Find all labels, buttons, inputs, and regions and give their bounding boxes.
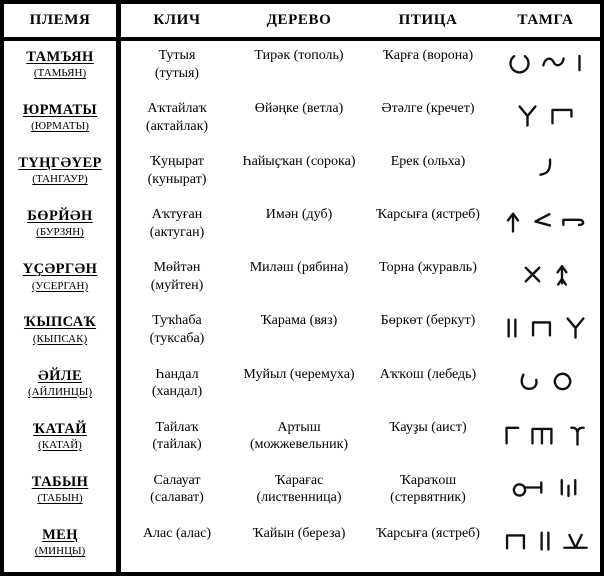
tree-cell: Ҡарама (вяз): [260, 313, 338, 329]
cry-text: Салауат: [153, 472, 201, 488]
tamga-up-arrow-icon: [503, 208, 523, 235]
cry-cell: [121, 253, 233, 306]
tamga-circle-icon: [550, 368, 575, 395]
cry-text: Мөйтән: [153, 260, 201, 276]
column-header-tribe: ПЛЕМЯ: [29, 12, 91, 28]
tamga-corner-hook-icon: [548, 102, 577, 129]
tribe-alt-name: (БУРЗЯН): [36, 226, 84, 239]
tribe-cell: [4, 413, 116, 466]
cry-text: Тутыя: [158, 48, 196, 63]
bird-cell: Ерек (ольха): [390, 154, 466, 170]
tamga-cell: [491, 200, 600, 253]
tribe-cell: [4, 41, 116, 94]
tribe-name: МЕҢ: [42, 526, 78, 543]
cry-alt-text: (кунырат): [147, 171, 207, 187]
cry-cell: [121, 200, 233, 253]
tribe-alt-name: (УСЕРГАН): [31, 279, 89, 292]
tamga-arrow-feet-icon: [552, 261, 572, 288]
tamga-pi-leg-icon: [528, 421, 557, 448]
tamga-cell: [491, 41, 600, 94]
tamga-open-circle-icon: [506, 49, 533, 76]
tribe-cell: [4, 466, 116, 519]
tribe-name: ҠЫПСАҠ: [23, 314, 97, 331]
tamga-j-hook-icon: [534, 155, 557, 182]
bird-cell: Ҡарсыға (ястреб): [376, 207, 480, 223]
tamga-cell: [491, 306, 600, 359]
tamga-v-base-icon: [561, 527, 590, 554]
tribe-name: ӘЙЛЕ: [37, 367, 83, 384]
cry-text: Ҡуңырат: [150, 154, 204, 170]
tribe-name: ҮҪӘРГӘН: [22, 261, 98, 278]
tree-cell: Муйыл (черемуха): [243, 366, 355, 382]
cry-cell: [121, 413, 233, 466]
tamga-gamma-icon: [501, 421, 521, 448]
tribe-cell: [4, 519, 116, 572]
bird-cell: Ҡарға (ворона): [382, 48, 474, 63]
tamga-cell: [491, 360, 600, 413]
cry-cell: [121, 466, 233, 519]
tree-cell: Өйәңке (ветла): [254, 101, 344, 117]
tribe-name: БӨРЙӘН: [27, 208, 93, 225]
tamga-cell: [491, 253, 600, 306]
tribe-name: ТАБЫН: [31, 473, 89, 490]
cry-text: Һандал: [155, 366, 199, 382]
tamga-cross-icon: [520, 261, 545, 288]
tree-cell: Ҡайын (береза): [252, 525, 346, 541]
tamga-upsilon-icon: [564, 421, 591, 448]
column-header-bird: ПТИЦА: [398, 12, 458, 28]
tamga-wave-hook-icon: [560, 208, 589, 235]
tree-cell: Имән (дуб): [265, 207, 333, 223]
cry-cell: [121, 147, 233, 200]
table-header-row: [4, 4, 600, 37]
tribe-cell: [4, 306, 116, 359]
cry-alt-text: (салават): [150, 490, 204, 506]
bird-cell: Әтәлге (кречет): [381, 101, 475, 117]
tamga-circle-line-icon: [510, 474, 548, 501]
tamga-bars-iii-icon: [555, 474, 582, 501]
tribe-alt-name: (АЙЛИНЦЫ): [27, 385, 93, 398]
tree-cell: Миләш (рябина): [249, 260, 349, 276]
bird-cell: Бөркөт (беркут): [380, 313, 476, 329]
table-body: [4, 41, 600, 572]
cry-text: Аҡтуған: [151, 207, 203, 223]
cry-alt-text: (хандал): [151, 384, 203, 400]
tribe-alt-name: (ЮРМАТЫ): [31, 120, 89, 133]
bird-cell: Аҡҡош (лебедь): [379, 366, 477, 382]
tamga-double-bar-icon: [503, 314, 521, 341]
tribe-alt-name: (ТАНГАУР): [32, 173, 88, 186]
tamga-y-fork-icon: [562, 314, 589, 341]
tribe-name: ЮРМАТЫ: [22, 102, 98, 119]
cry-alt-text: (тутыя): [154, 65, 200, 81]
cry-cell: [121, 519, 233, 572]
tribe-cell: [4, 147, 116, 200]
tribe-alt-name: (КЫПСАК): [32, 332, 88, 345]
tamga-lazy-s-icon: [540, 49, 567, 76]
tribe-cell: [4, 253, 116, 306]
cry-cell: [121, 306, 233, 359]
tribe-cell: [4, 94, 116, 147]
tamga-short-bar-icon: [574, 49, 585, 76]
tamga-double-bar-icon: [536, 527, 554, 554]
tribe-name: ТАМЪЯН: [26, 49, 94, 65]
cry-alt-text: (актайлак): [145, 118, 209, 134]
cry-text: Алас (алас): [142, 525, 212, 541]
tree-cell: Һайыҫҡан (сорока): [242, 154, 356, 170]
cry-alt-text: (тайлак): [152, 437, 202, 453]
bird-cell: Торна (журавль): [379, 260, 477, 276]
tribe-name: ҠАТАЙ: [33, 420, 87, 437]
bird-cell: Ҡауҙы (аист): [389, 419, 467, 435]
tribe-cell: [4, 360, 116, 413]
tree-cell: Артыш (можжевельник): [249, 419, 349, 453]
cry-alt-text: (муйтен): [150, 277, 204, 293]
tamga-cell: [491, 519, 600, 572]
cry-cell: [121, 41, 233, 94]
column-header-cry: КЛИЧ: [153, 12, 201, 28]
cry-text: Тайлаҡ: [155, 419, 199, 435]
tribe-alt-name: (ТАМЬЯН): [33, 67, 87, 80]
tribe-alt-name: (МИНЦЫ): [34, 545, 86, 558]
tamga-cell: [491, 413, 600, 466]
column-header-tree: ДЕРЕВО: [266, 12, 332, 28]
tamga-open-cup-icon: [516, 368, 543, 395]
cry-text: Туҡһаба: [152, 313, 202, 329]
tree-cell: Тирәк (тополь): [254, 48, 344, 63]
tribe-alt-name: (ТАБЫН): [37, 491, 83, 504]
bird-cell: Ҡарсыға (ястреб): [376, 525, 480, 541]
cry-alt-text: (туксаба): [149, 330, 205, 346]
cry-cell: [121, 360, 233, 413]
tamga-square-cap-icon: [502, 527, 529, 554]
tribe-name: ТҮҢГӘҮЕР: [18, 155, 102, 172]
tamga-cell: [491, 466, 600, 519]
tribe-cell: [4, 200, 116, 253]
tamga-less-than-icon: [530, 208, 553, 235]
tamga-cell: [491, 147, 600, 200]
cry-text: Аҡтайлаҡ: [147, 101, 207, 117]
column-header-tamga: ТАМГА: [517, 12, 574, 28]
cry-cell: [121, 94, 233, 147]
tamga-square-cap-icon: [528, 314, 555, 341]
tamga-cell: [491, 94, 600, 147]
cry-alt-text: (актуган): [149, 224, 205, 240]
tamga-y-fork-icon: [514, 102, 541, 129]
tribe-alt-name: (КАТАЙ): [38, 438, 82, 451]
tree-cell: Ҡарағас (лиственница): [256, 472, 342, 506]
bird-cell: Ҡараҡош (стервятник): [390, 472, 466, 506]
